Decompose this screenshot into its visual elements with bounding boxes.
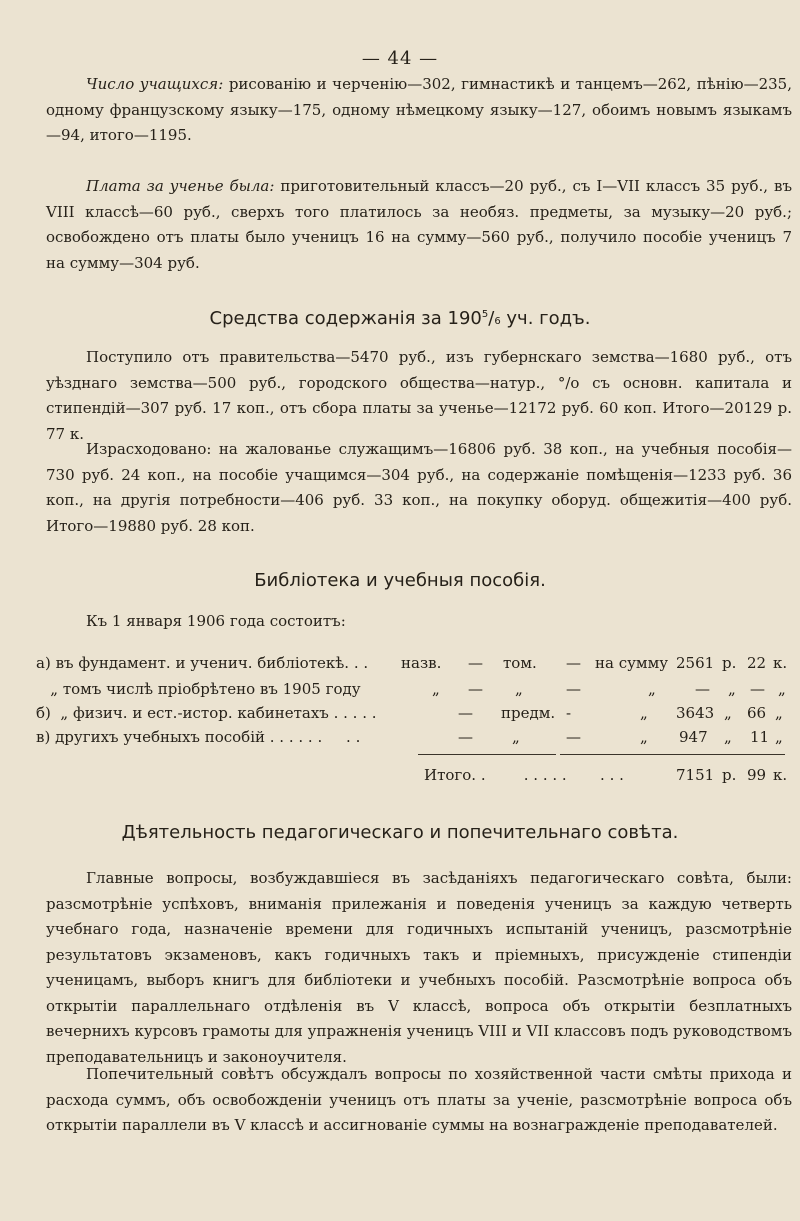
rub-unit-cell: „ [728,680,736,698]
funds-heading-suffix: уч. годъ. [500,308,591,329]
funds-heading-sub: 6 [494,316,501,327]
students-paragraph [46,72,792,149]
total-kopeks: 99 [747,766,767,784]
rubles-cell: 3643 [676,704,715,722]
funds-heading-prefix: Средства содержанія за 190 [209,308,482,329]
income-paragraph: Поступило отъ правительства—5470 руб., изъ губернскаго земства—1680 руб., отъ уѣзднаго земства—500 руб., городского общества—натур., °/o съ основн. капитала и стипендій—307 руб. 17 коп., отъ сбора платы за ученье—12172 руб. 60 коп. Итого—20129 р. 77 к. [46,348,792,443]
page-number: — 44 — [361,48,439,69]
dash-cell: — [458,704,473,722]
unit-cell: „ [432,680,440,698]
funds-heading-slash: / [488,308,495,329]
sum-label-cell: „ [648,680,656,698]
kopeks-cell: 66 [747,704,767,722]
trustees-paragraph: Попечительный совѣтъ обсуждалъ вопросы по хозяйственной части смѣты прихода и расхода суммъ, объ освобожденіи ученицъ отъ платы за ученіе, разсмотрѣніе вопроса объ открытіи параллели въ V классѣ и ассигнованіе суммы на вознагражденіе преподавателей. [46,1065,792,1134]
sum-label-cell: на сумму [595,654,669,672]
library-intro: Къ 1 января 1906 года состоитъ: [86,612,346,630]
rubles-cell: 947 [679,728,708,746]
total-kop-unit: к. [773,766,788,784]
unit-cell: том. [503,654,537,672]
dash-cell: — [458,728,473,746]
pedagogical-paragraph: Главные вопросы, возбуждавшіеся въ засѣданіяхъ педагогическаго совѣта, были: разсмотрѣніе успѣховъ, вниманія прилежанія и поведенія ученицъ за каждую четверть учебнаго года, назначеніе времени для годичныхъ испытаній ученицъ, разсмотрѣніе результатовъ экзаменовъ, какъ годичныхъ такъ и пріемныхъ, присужденіе стипендіи ученицамъ, выборъ книгъ для библіотеки и учебныхъ пособій. Разсмотрѣніе вопроса объ открытіи параллельнаго отдѣленія въ V классѣ, вопроса объ открытіи безплатныхъ вечернихъ курсовъ грамоты для упражненія ученицъ VIII и VII классовъ подъ руководствомъ преподавательницъ и законоучителя. [46,869,792,1066]
kopeks-cell: 11 [750,728,770,746]
total-rub-unit: р. [722,766,737,784]
row-label: а) въ фундамент. и ученич. библіотекѣ. . . [36,654,369,672]
unit-cell: предм. [501,704,556,722]
dash-cell: — [566,654,581,672]
row-label: „ томъ числѣ пріобрѣтено въ 1905 году [36,680,361,698]
unit-cell: назв. [401,654,442,672]
unit-cell: „ [515,680,523,698]
kopeks-cell: 22 [747,654,767,672]
fees-text: приготовительный классъ—20 руб., съ I—VII классъ 35 руб., въ VIII классѣ—60 руб., сверхъ того платилось за необяз. предметы, за музыку—20 руб.; освобождено отъ платы было ученицъ 16 на сумму—560 руб., получило пособіе ученицъ 7 на сумму—304 руб. [46,177,792,272]
kopeks-cell: — [750,680,765,698]
rubles-cell: — [695,680,710,698]
dash-cell: — [566,728,581,746]
dash-cell: — [468,654,483,672]
students-label: Число учащихся: [86,75,224,93]
unit-cell: „ [512,728,520,746]
sum-label-cell: „ [640,728,648,746]
sum-label-cell: „ [640,704,648,722]
rub-unit-cell: р. [722,654,737,672]
dash-cell: - [566,704,572,722]
kop-unit-cell: к. [773,654,788,672]
total-rubles: 7151 [676,766,715,784]
funds-heading-sup: 5 [481,309,489,320]
funds-heading [0,308,800,329]
rubles-cell: 2561 [676,654,715,672]
council-heading: Дѣятельность педагогическаго и попечительнаго совѣта. [121,822,679,843]
total-label: Итого. . . . . . . . . . [424,766,624,784]
fees-label: Плата за ученье была: [86,177,275,195]
rub-unit-cell: „ [724,704,732,722]
students-text: рисованію и черченію—302, гимнастикѣ и танцемъ—262, пѣнію—235, одному французскому языку—175, одному нѣмецкому языку—127, обоимъ новымъ языкамъ—94, итого—1195. [46,75,792,144]
rub-unit-cell: „ [724,728,732,746]
kop-unit-cell: „ [775,728,783,746]
dash-cell: — [566,680,581,698]
total-rule [560,754,785,755]
row-label: б) „ физич. и ест.-истор. кабинетахъ . . . . . [36,704,377,722]
kop-unit-cell: „ [778,680,786,698]
total-rule [418,754,556,755]
library-heading: Библіотека и учебныя пособія. [254,570,546,591]
dash-cell: — [468,680,483,698]
row-label: в) другихъ учебныхъ пособій . . . . . . . . [36,728,361,746]
fees-paragraph [46,174,792,276]
expenses-paragraph: Израсходовано: на жалованье служащимъ—16806 руб. 38 коп., на учебныя пособія—730 руб. 24 коп., на пособіе учащимся—304 руб., на содержаніе помѣщенія—1233 руб. 36 коп., на другія потребности—406 руб. 33 коп., на покупку оборуд. общежитія—400 руб. Итого—19880 руб. 28 коп. [46,440,792,535]
kop-unit-cell: „ [775,704,783,722]
